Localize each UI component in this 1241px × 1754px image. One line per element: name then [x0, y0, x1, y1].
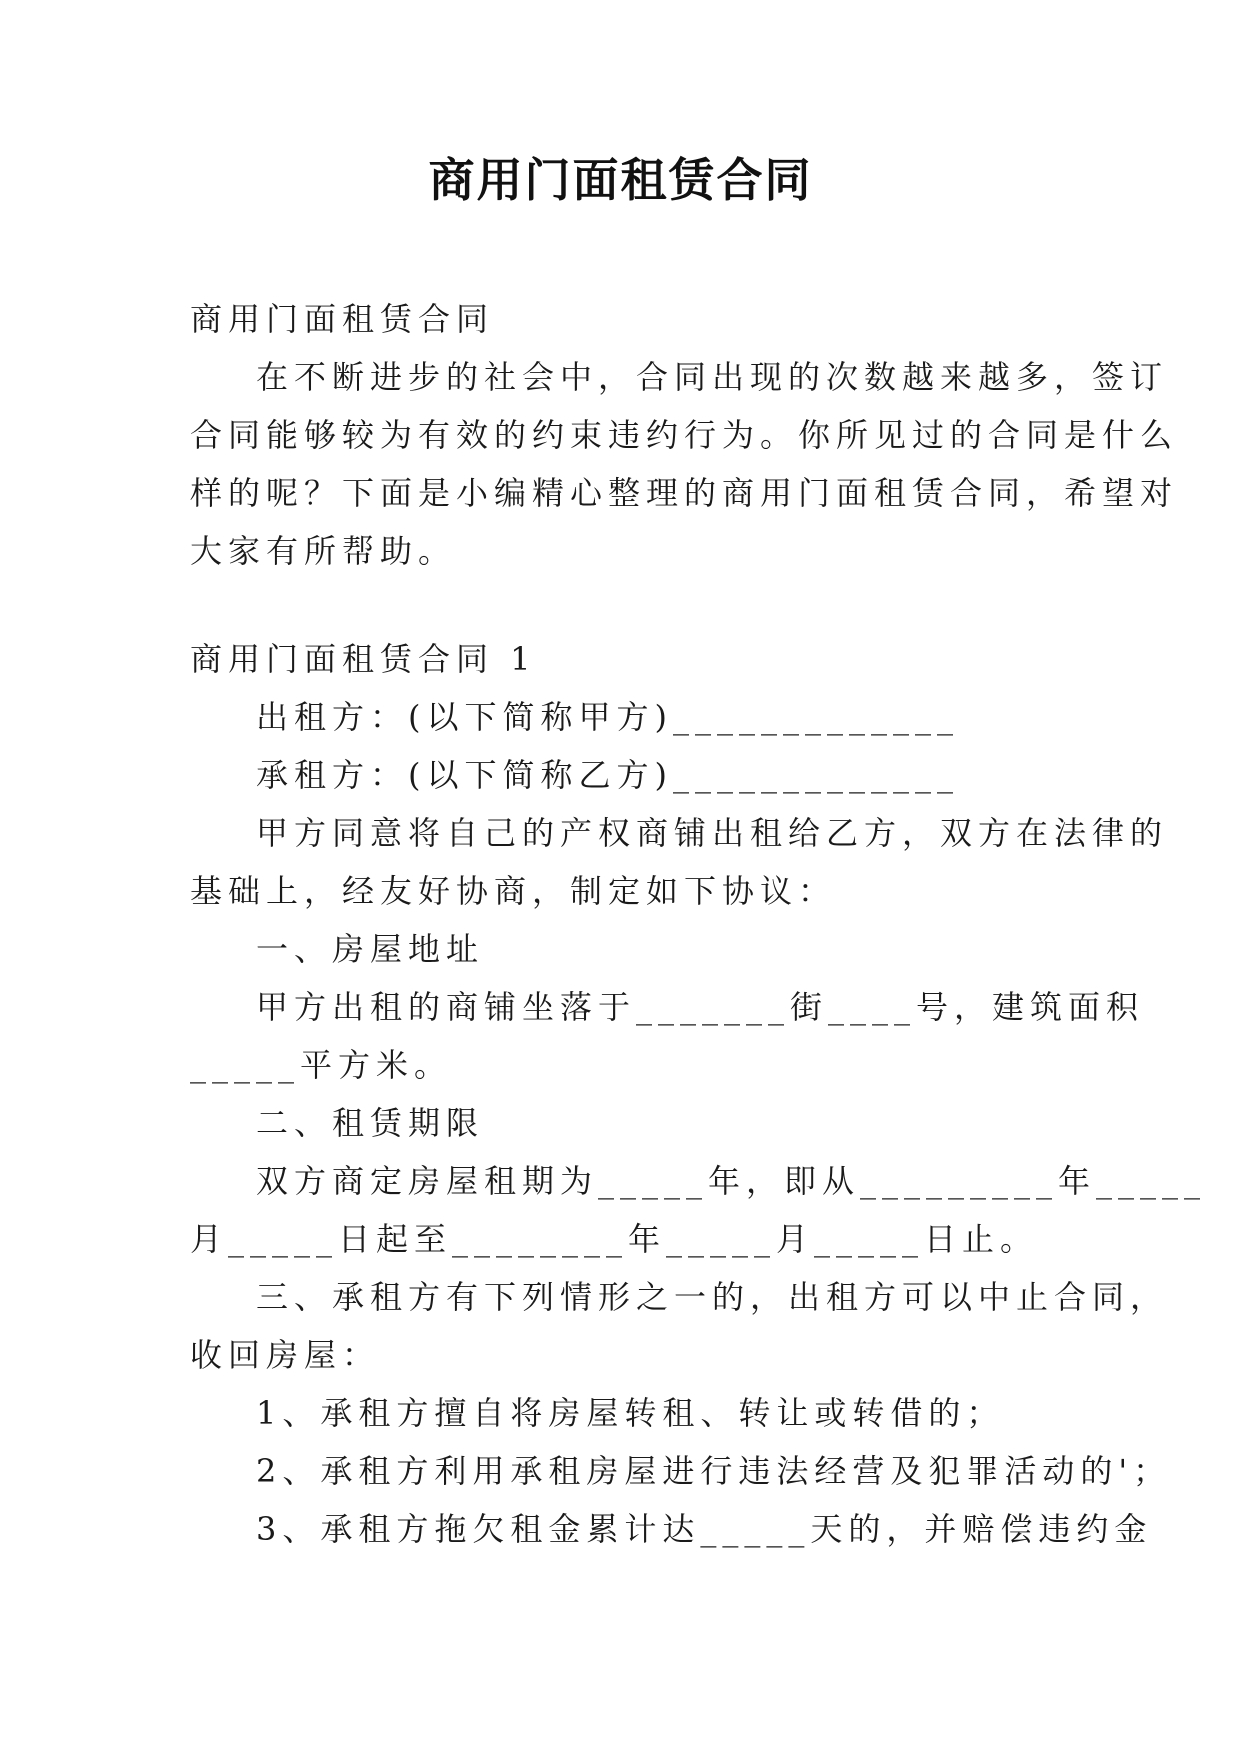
paragraph-line: 在不断进步的社会中，合同出现的次数越来越多，签订	[256, 358, 1169, 396]
list-item: 2、承租方利用承租房屋进行违法经营及犯罪活动的'；	[256, 1452, 1172, 1490]
document-title: 商用门面租赁合同	[428, 153, 813, 207]
section-heading: 商用门面租赁合同 1	[190, 640, 537, 678]
paragraph-line: 月_____日起至________年_____月_____日止。	[190, 1220, 1039, 1258]
clause-heading: 一、房屋地址	[256, 930, 485, 968]
paragraph-line: 合同能够较为有效的约束违约行为。你所见过的合同是什么	[190, 416, 1179, 454]
paragraph-line: 收回房屋：	[190, 1336, 381, 1374]
lessor-line: 出租方：(以下简称甲方)_____________	[256, 698, 959, 736]
section-heading: 商用门面租赁合同	[190, 300, 495, 338]
paragraph-line: 甲方同意将自己的产权商铺出租给乙方，双方在法律的	[256, 814, 1169, 852]
paragraph-line: 样的呢？下面是小编精心整理的商用门面租赁合同，希望对	[190, 474, 1179, 512]
paragraph-line: 大家有所帮助。	[190, 532, 457, 570]
lessee-line: 承租方：(以下简称乙方)_____________	[256, 756, 959, 794]
list-item: 1、承租方擅自将房屋转租、转让或转借的；	[256, 1394, 1005, 1432]
paragraph-line: _____平方米。	[190, 1046, 453, 1084]
paragraph-line: 甲方出租的商铺坐落于_______街____号，建筑面积	[256, 988, 1145, 1026]
clause-heading: 二、租赁期限	[256, 1104, 485, 1142]
paragraph-gap	[190, 580, 1060, 630]
document-body	[190, 290, 1207, 1558]
paragraph-line: 双方商定房屋租期为_____年，即从_________年_____	[256, 1162, 1207, 1200]
paragraph-line: 基础上，经友好协商，制定如下协议：	[190, 872, 837, 910]
list-item: 3、承租方拖欠租金累计达_____天的，并赔偿违约金	[256, 1510, 1153, 1548]
clause-heading: 三、承租方有下列情形之一的，出租方可以中止合同，	[256, 1278, 1169, 1316]
